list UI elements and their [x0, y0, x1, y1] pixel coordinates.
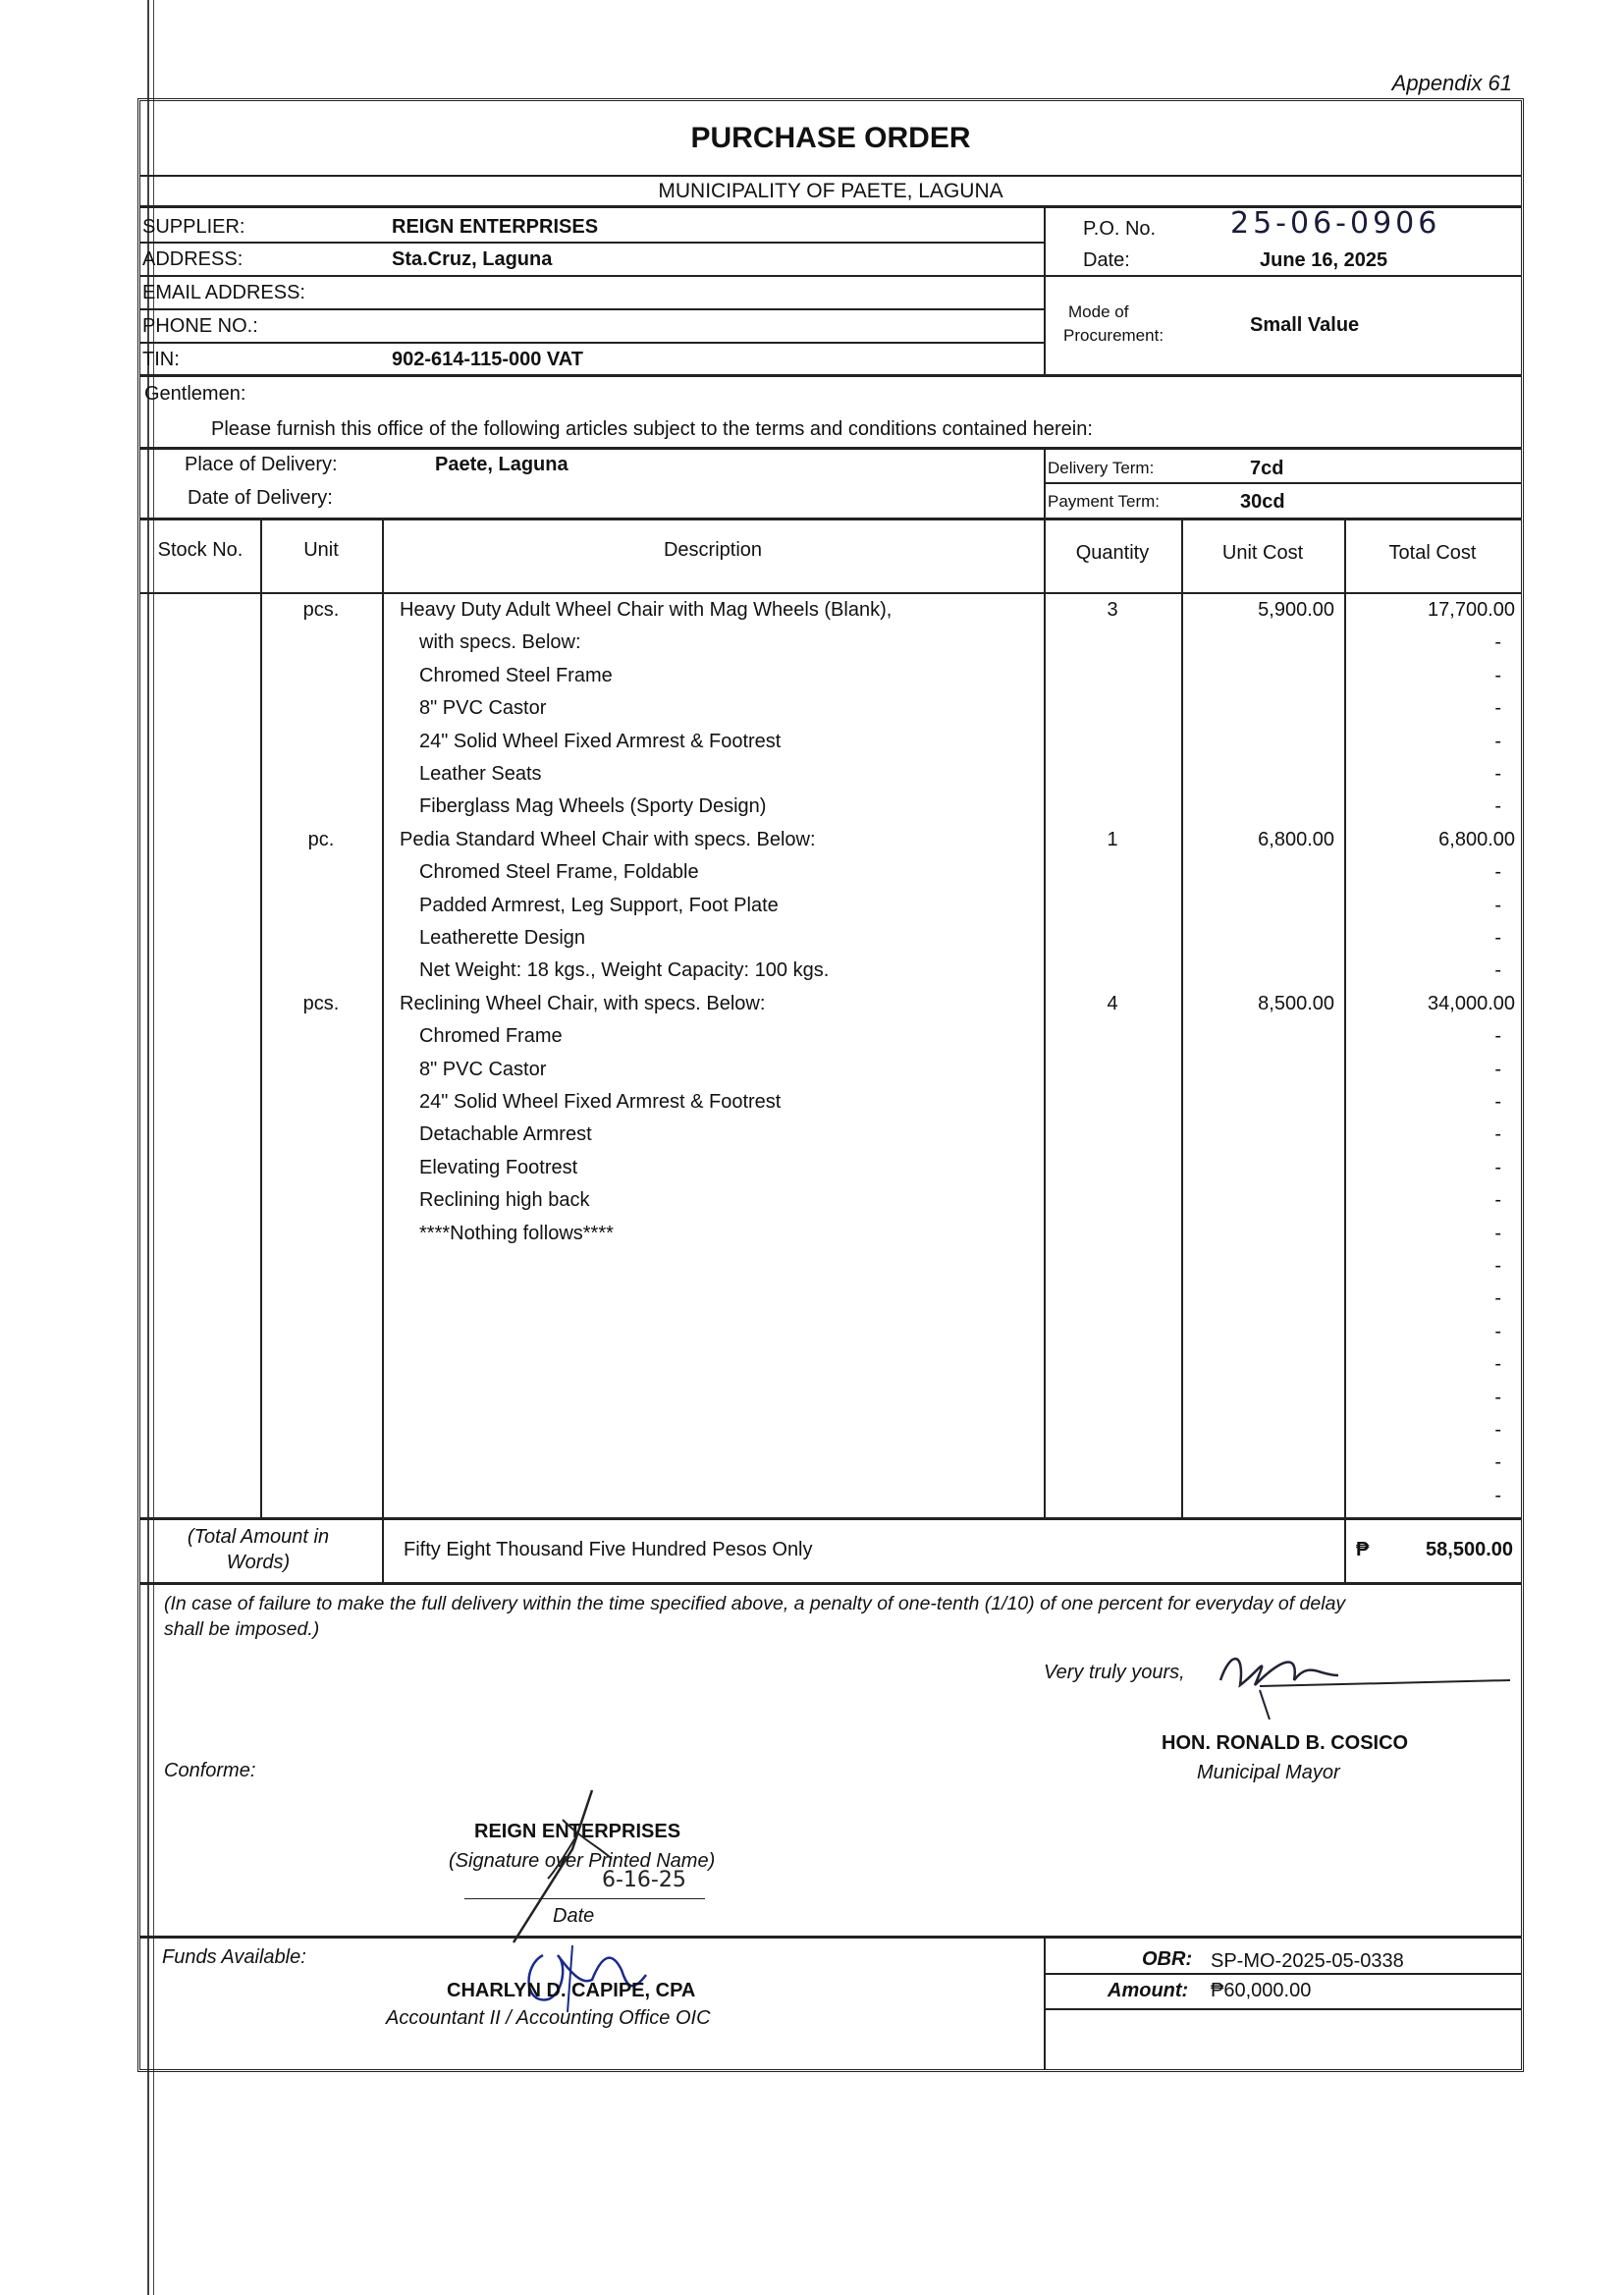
header-description: Description — [663, 539, 763, 561]
conforme-label: Conforme: — [164, 1760, 256, 1781]
delivery-term-label: Delivery Term: — [1048, 459, 1155, 477]
phone-label: PHONE NO.: — [142, 315, 258, 337]
row-total-cost: - — [1494, 1451, 1501, 1473]
row-description: 24" Solid Wheel Fixed Armrest & Footrest — [419, 731, 782, 752]
divider — [1044, 1973, 1521, 1975]
row-total-cost: - — [1494, 1059, 1501, 1080]
row-quantity: 4 — [1107, 993, 1118, 1014]
obligated-amount-label: Amount: — [1108, 1980, 1189, 2001]
mode-label-1: Mode of — [1068, 302, 1129, 321]
payment-term-label: Payment Term: — [1048, 492, 1161, 511]
address-value: Sta.Cruz, Laguna — [392, 248, 553, 270]
row-description: Fiberglass Mag Wheels (Sporty Design) — [419, 795, 767, 817]
row-total-cost: - — [1494, 1321, 1501, 1342]
header-quantity: Quantity — [1075, 542, 1150, 564]
total-words-label-1: (Total Amount in — [187, 1526, 330, 1548]
penalty-clause-end: shall be imposed.) — [164, 1618, 320, 1640]
payment-term-value: 30cd — [1240, 491, 1285, 513]
divider — [140, 342, 1044, 344]
row-description: Elevating Footrest — [419, 1157, 578, 1178]
divider — [382, 1517, 384, 1582]
divider — [1044, 482, 1521, 484]
row-description: Chromed Steel Frame, Foldable — [419, 861, 699, 883]
supplier-signature-caption: (Signature over Printed Name) — [449, 1850, 716, 1872]
date-of-delivery-label: Date of Delivery: — [188, 487, 333, 509]
row-total-cost: - — [1494, 1255, 1501, 1277]
row-unit: pcs. — [302, 599, 340, 621]
purchase-order-form — [137, 98, 1524, 2072]
row-total-cost: - — [1494, 1157, 1501, 1178]
row-description: 24" Solid Wheel Fixed Armrest & Footrest — [419, 1091, 782, 1113]
divider — [140, 518, 1521, 520]
divider — [140, 374, 1521, 377]
row-total-cost: - — [1494, 1485, 1501, 1506]
handwritten-date: 6-16-25 — [602, 1868, 686, 1892]
po-number-value: 25-06-0906 — [1230, 206, 1441, 241]
row-description: 8" PVC Castor — [419, 697, 547, 719]
divider — [140, 308, 1044, 310]
row-description: 8" PVC Castor — [419, 1059, 547, 1080]
divider — [140, 447, 1521, 450]
row-total-cost: - — [1494, 697, 1501, 719]
total-words-label-2: Words) — [226, 1552, 291, 1573]
header-stock-no: Stock No. — [157, 539, 244, 561]
supplier-signatory-name: REIGN ENTERPRISES — [474, 1821, 681, 1842]
row-total-cost: - — [1494, 927, 1501, 949]
total-amount: 58,500.00 — [1426, 1539, 1513, 1560]
row-quantity: 3 — [1107, 599, 1118, 621]
accountant-name: CHARLYN D. CAPIPE, CPA — [447, 1980, 696, 2001]
salutation: Gentlemen: — [144, 383, 246, 405]
row-total-cost: - — [1494, 1419, 1501, 1441]
instruction-text: Please furnish this office of the following articles subject to the terms and conditions contained herein: — [211, 418, 1093, 440]
row-description: ****Nothing follows**** — [419, 1223, 614, 1244]
place-of-delivery-value: Paete, Laguna — [435, 454, 568, 475]
divider — [1044, 1936, 1046, 2069]
obr-label: OBR: — [1142, 1948, 1193, 1970]
row-total-cost: 34,000.00 — [1428, 993, 1515, 1014]
email-label: EMAIL ADDRESS: — [142, 282, 305, 303]
row-description: Detachable Armrest — [419, 1123, 592, 1145]
row-total-cost: - — [1494, 1353, 1501, 1375]
mayor-signature — [1201, 1631, 1515, 1720]
row-description: with specs. Below: — [419, 631, 581, 653]
row-total-cost: 6,800.00 — [1438, 829, 1515, 850]
row-unit-cost: 8,500.00 — [1258, 993, 1334, 1014]
divider — [1044, 2008, 1521, 2010]
row-unit: pc. — [307, 829, 335, 850]
obr-value: SP-MO-2025-05-0338 — [1211, 1950, 1404, 1972]
divider — [140, 275, 1521, 277]
row-description: Padded Armrest, Leg Support, Foot Plate — [419, 895, 779, 916]
penalty-clause: (In case of failure to make the full delivery within the time specified above, a penalty of one-tenth (1/10) of one percent for everyday of delay — [164, 1593, 1346, 1614]
address-label: ADDRESS: — [142, 248, 244, 270]
row-total-cost: - — [1494, 665, 1501, 686]
page-title: PURCHASE ORDER — [690, 122, 971, 154]
mayor-title: Municipal Mayor — [1197, 1762, 1340, 1783]
row-total-cost: - — [1494, 731, 1501, 752]
po-number-label: P.O. No. — [1083, 218, 1157, 240]
row-total-cost: - — [1494, 1025, 1501, 1047]
divider — [140, 1936, 1521, 1939]
date-caption: Date — [553, 1905, 595, 1927]
row-total-cost: - — [1494, 959, 1501, 981]
row-description: Leatherette Design — [419, 927, 586, 949]
divider — [1044, 205, 1046, 374]
row-description: Net Weight: 18 kgs., Weight Capacity: 100 kgs. — [419, 959, 830, 981]
date-value: June 16, 2025 — [1260, 249, 1388, 271]
mayor-name: HON. RONALD B. COSICO — [1162, 1732, 1409, 1754]
row-total-cost: - — [1494, 1287, 1501, 1309]
mode-label-2: Procurement: — [1063, 326, 1164, 345]
row-total-cost: - — [1494, 861, 1501, 883]
accountant-title: Accountant II / Accounting Office OIC — [386, 2007, 711, 2029]
total-amount-words: Fifty Eight Thousand Five Hundred Pesos Only — [404, 1539, 813, 1560]
row-total-cost: - — [1494, 895, 1501, 916]
row-total-cost: - — [1494, 763, 1501, 785]
row-total-cost: - — [1494, 1123, 1501, 1145]
row-total-cost: - — [1494, 1091, 1501, 1113]
row-unit-cost: 5,900.00 — [1258, 599, 1334, 621]
row-description: Reclining high back — [419, 1189, 590, 1211]
entity-name: MUNICIPALITY OF PAETE, LAGUNA — [658, 180, 1003, 202]
supplier-value: REIGN ENTERPRISES — [392, 216, 599, 238]
obligated-amount-value: ₱60,000.00 — [1211, 1980, 1312, 2001]
header-unit: Unit — [303, 539, 339, 561]
column-line — [1181, 518, 1183, 1517]
peso-sign: ₱ — [1356, 1539, 1370, 1560]
funds-available-label: Funds Available: — [162, 1946, 306, 1968]
row-description: Leather Seats — [419, 763, 542, 785]
row-total-cost: 17,700.00 — [1428, 599, 1515, 621]
row-unit: pcs. — [302, 993, 340, 1014]
column-line — [382, 518, 384, 1517]
divider — [140, 592, 1521, 594]
divider — [140, 242, 1044, 244]
accountant-signature — [514, 1936, 671, 2014]
column-line — [260, 518, 262, 1517]
row-quantity: 1 — [1107, 829, 1118, 850]
row-description: Reclining Wheel Chair, with specs. Below: — [400, 993, 766, 1014]
date-line — [464, 1898, 705, 1899]
row-description: Chromed Steel Frame — [419, 665, 613, 686]
delivery-term-value: 7cd — [1250, 458, 1284, 479]
row-total-cost: - — [1494, 1223, 1501, 1244]
tin-label: TIN: — [142, 349, 180, 370]
row-total-cost: - — [1494, 1387, 1501, 1408]
divider — [1344, 1517, 1346, 1582]
row-total-cost: - — [1494, 1189, 1501, 1211]
header-unit-cost: Unit Cost — [1221, 542, 1304, 564]
divider — [140, 1582, 1521, 1585]
tin-value: 902-614-115-000 VAT — [392, 349, 583, 370]
supplier-label: SUPPLIER: — [142, 216, 245, 238]
place-of-delivery-label: Place of Delivery: — [185, 454, 338, 475]
date-label: Date: — [1083, 249, 1130, 271]
row-description: Heavy Duty Adult Wheel Chair with Mag Wheels (Blank), — [400, 599, 893, 621]
very-truly-yours: Very truly yours, — [1044, 1662, 1185, 1683]
header-total-cost: Total Cost — [1388, 542, 1477, 564]
row-total-cost: - — [1494, 795, 1501, 817]
appendix-label: Appendix 61 — [1391, 71, 1512, 95]
mode-value: Small Value — [1250, 314, 1360, 336]
divider — [140, 1517, 1521, 1520]
row-description: Pedia Standard Wheel Chair with specs. Below: — [400, 829, 816, 850]
row-total-cost: - — [1494, 631, 1501, 653]
row-unit-cost: 6,800.00 — [1258, 829, 1334, 850]
divider — [140, 175, 1521, 177]
row-description: Chromed Frame — [419, 1025, 563, 1047]
